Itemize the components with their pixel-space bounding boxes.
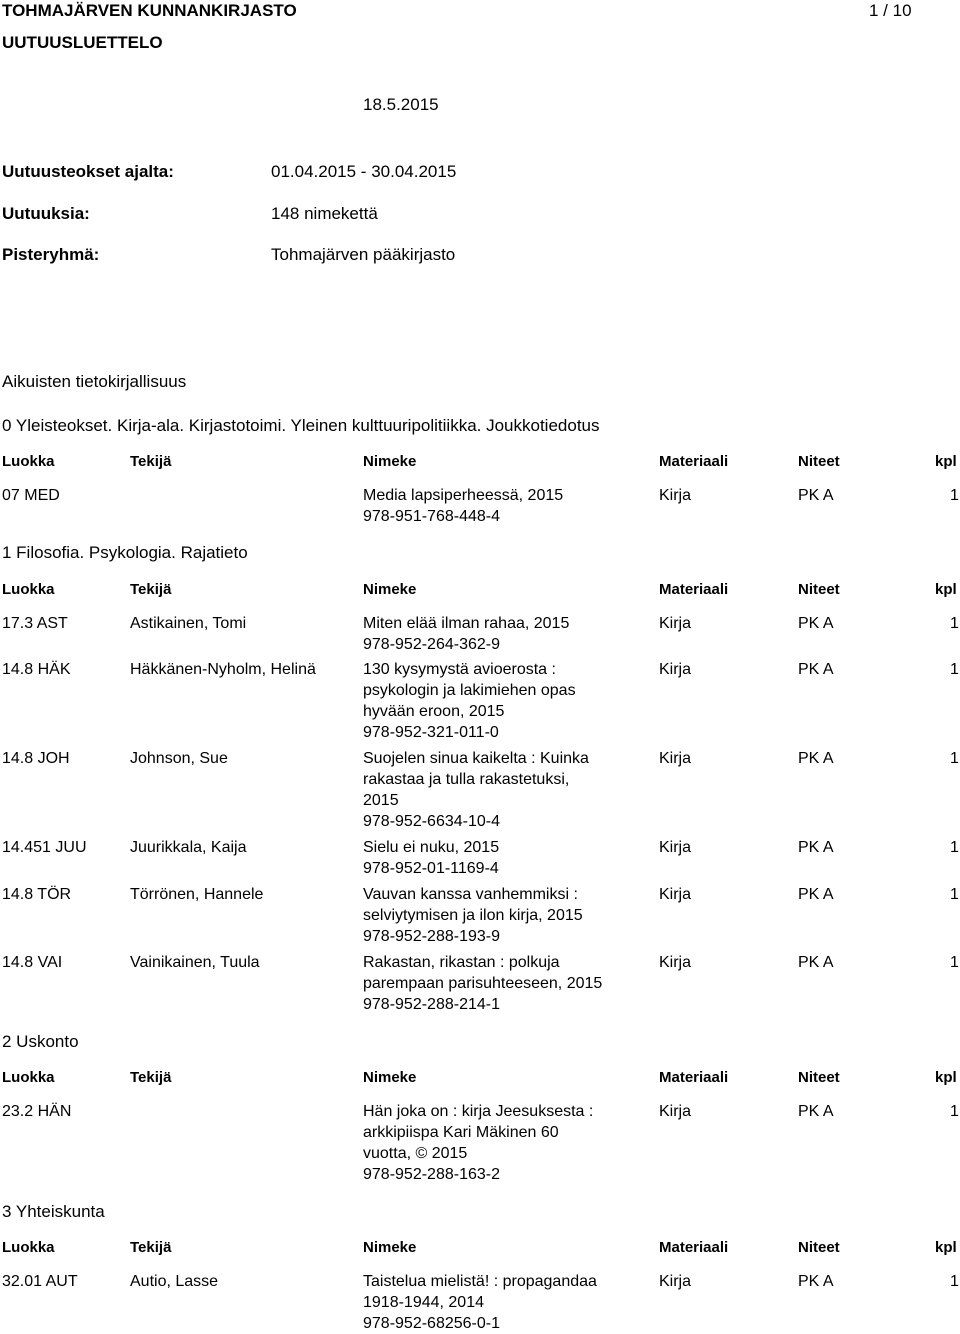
row-author: Astikainen, Tomi	[130, 615, 247, 632]
period-value: 01.04.2015 - 30.04.2015	[271, 162, 457, 181]
col-class-header: Luokka	[2, 453, 55, 470]
row-material: Kirja	[659, 750, 692, 767]
col-material-header: Materiaali	[659, 1069, 729, 1086]
row-copies: PK A	[798, 839, 834, 856]
col-class-header: Luokka	[2, 1239, 55, 1256]
row-material: Kirja	[659, 487, 692, 504]
col-copies-header: Niteet	[798, 453, 840, 470]
col-title-header: Nimeke	[363, 1069, 417, 1086]
column-header-row	[0, 452, 960, 472]
row-author: Juurikkala, Kaija	[130, 839, 247, 856]
col-title-header: Nimeke	[363, 453, 417, 470]
col-author-header: Tekijä	[130, 581, 172, 598]
count-label: Uutuuksia:	[2, 204, 90, 223]
row-author: Vainikainen, Tuula	[130, 954, 260, 971]
row-copies: PK A	[798, 661, 834, 678]
col-copies-header: Niteet	[798, 1239, 840, 1256]
col-class-header: Luokka	[2, 1069, 55, 1086]
col-author-header: Tekijä	[130, 1239, 172, 1256]
section-title: 3 Yhteiskunta	[2, 1202, 105, 1221]
row-title: Media lapsiperheessä, 2015 978-951-768-448-4	[363, 487, 564, 525]
row-class: 07 MED	[2, 487, 60, 504]
row-author: Autio, Lasse	[130, 1273, 219, 1290]
row-copies: PK A	[798, 487, 834, 504]
row-title: Rakastan, rikastan : polkuja parempaan parisuhteeseen, 2015 978-952-288-214-1	[363, 954, 603, 1013]
row-copies: PK A	[798, 954, 834, 971]
col-copies-header: Niteet	[798, 1069, 840, 1086]
row-count: 1	[950, 1273, 959, 1290]
row-author: Johnson, Sue	[130, 750, 228, 767]
period-label: Uutuusteokset ajalta:	[2, 162, 174, 181]
report-date: 18.5.2015	[363, 95, 439, 114]
col-count-header: kpl	[935, 1069, 957, 1086]
row-material: Kirja	[659, 886, 692, 903]
row-class: 14.451 JUU	[2, 839, 87, 856]
column-header-row	[0, 580, 960, 600]
report-title: UUTUUSLUETTELO	[2, 33, 163, 52]
row-title: Hän joka on : kirja Jeesuksesta : arkkipiispa Kari Mäkinen 60 vuotta, © 2015 978-952-288-163-2	[363, 1103, 594, 1183]
row-count: 1	[950, 954, 959, 971]
row-author: Törrönen, Hannele	[130, 886, 264, 903]
row-title: Vauvan kanssa vanhemmiksi : selviytymisen ja ilon kirja, 2015 978-952-288-193-9	[363, 886, 583, 945]
row-count: 1	[950, 615, 959, 632]
row-copies: PK A	[798, 1273, 834, 1290]
row-class: 14.8 HÄK	[2, 661, 71, 678]
col-count-header: kpl	[935, 1239, 957, 1256]
row-material: Kirja	[659, 661, 692, 678]
section-title: 2 Uskonto	[2, 1032, 79, 1051]
library-name: TOHMAJÄRVEN KUNNANKIRJASTO	[2, 1, 297, 20]
page-number: 1 / 10	[869, 1, 912, 20]
row-material: Kirja	[659, 615, 692, 632]
row-material: Kirja	[659, 839, 692, 856]
row-material: Kirja	[659, 954, 692, 971]
col-title-header: Nimeke	[363, 581, 417, 598]
row-material: Kirja	[659, 1273, 692, 1290]
col-material-header: Materiaali	[659, 1239, 729, 1256]
col-title-header: Nimeke	[363, 1239, 417, 1256]
row-class: 14.8 JOH	[2, 750, 70, 767]
section-title: 1 Filosofia. Psykologia. Rajatieto	[2, 543, 248, 562]
row-title: Taistelua mielistä! : propagandaa 1918-1944, 2014 978-952-68256-0-1	[363, 1273, 597, 1332]
row-material: Kirja	[659, 1103, 692, 1120]
col-author-header: Tekijä	[130, 1069, 172, 1086]
collection-title: Aikuisten tietokirjallisuus	[2, 372, 187, 391]
col-count-header: kpl	[935, 581, 957, 598]
section-title: 0 Yleisteokset. Kirja-ala. Kirjastotoimi. Yleinen kulttuuripolitiikka. Joukkotiedotus	[2, 416, 600, 435]
column-header-row	[0, 1238, 960, 1258]
row-title: Sielu ei nuku, 2015 978-952-01-1169-4	[363, 839, 500, 877]
row-author: Häkkänen-Nyholm, Helinä	[130, 661, 316, 678]
column-header-row	[0, 1068, 960, 1088]
row-count: 1	[950, 487, 959, 504]
row-copies: PK A	[798, 1103, 834, 1120]
group-label: Pisteryhmä:	[2, 245, 100, 264]
row-copies: PK A	[798, 615, 834, 632]
row-count: 1	[950, 661, 959, 678]
count-value: 148 nimekettä	[271, 204, 378, 223]
row-count: 1	[950, 886, 959, 903]
col-author-header: Tekijä	[130, 453, 172, 470]
col-material-header: Materiaali	[659, 581, 729, 598]
row-count: 1	[950, 750, 959, 767]
row-class: 14.8 TÖR	[2, 886, 72, 903]
row-class: 32.01 AUT	[2, 1273, 78, 1290]
row-copies: PK A	[798, 886, 834, 903]
col-count-header: kpl	[935, 453, 957, 470]
row-title: 130 kysymystä avioerosta : psykologin ja lakimiehen opas hyvään eroon, 2015 978-952-321-011-0	[363, 661, 576, 741]
row-class: 14.8 VAI	[2, 954, 63, 971]
row-title: Suojelen sinua kaikelta : Kuinka rakastaa ja tulla rakastetuksi, 2015 978-952-6634-10-4	[363, 750, 589, 830]
group-value: Tohmajärven pääkirjasto	[271, 245, 456, 264]
row-count: 1	[950, 839, 959, 856]
col-material-header: Materiaali	[659, 453, 729, 470]
row-title: Miten elää ilman rahaa, 2015 978-952-264-362-9	[363, 615, 570, 653]
row-copies: PK A	[798, 750, 834, 767]
row-count: 1	[950, 1103, 959, 1120]
col-class-header: Luokka	[2, 581, 55, 598]
row-class: 23.2 HÄN	[2, 1103, 72, 1120]
row-class: 17.3 AST	[2, 615, 68, 632]
col-copies-header: Niteet	[798, 581, 840, 598]
